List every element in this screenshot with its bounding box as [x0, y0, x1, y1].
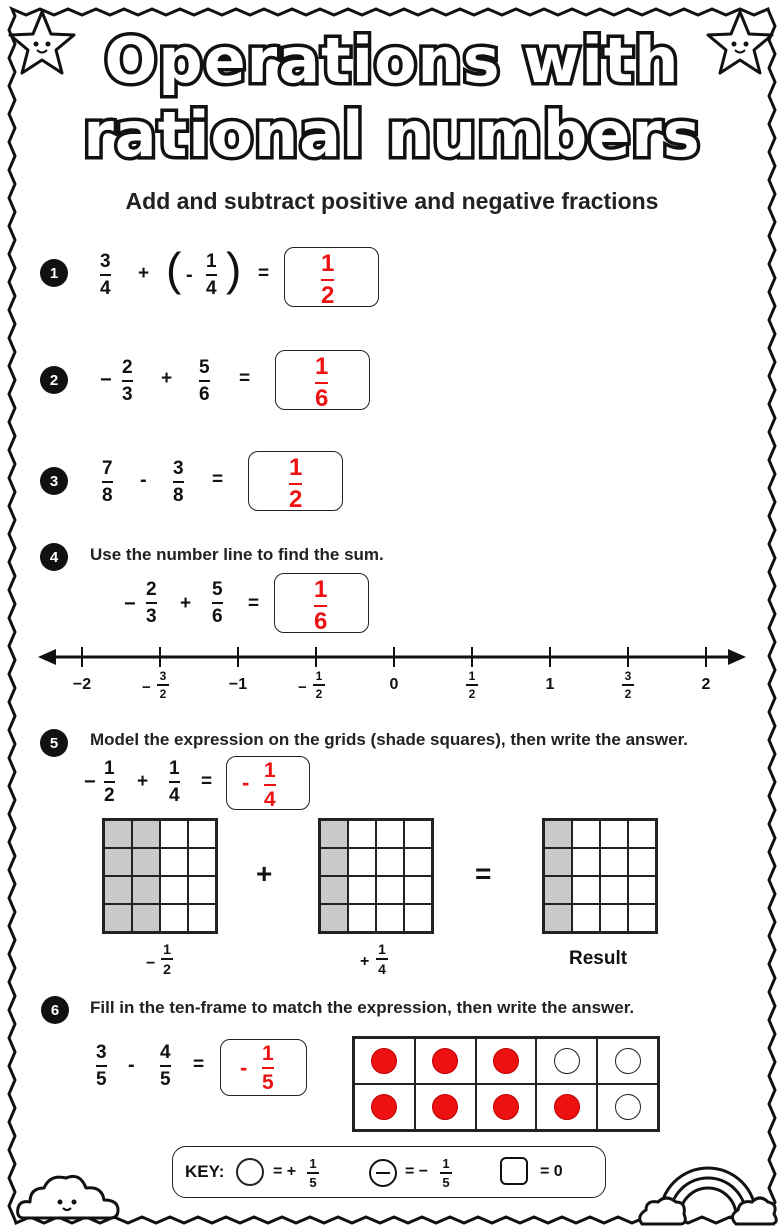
- red-counter-icon: [432, 1048, 458, 1074]
- number-line-label-sign: −: [298, 679, 307, 696]
- plus-sign: +: [161, 368, 173, 389]
- grid-square[interactable]: [572, 904, 600, 932]
- red-counter-icon: [493, 1048, 519, 1074]
- red-counter-icon: [371, 1094, 397, 1120]
- equals-sign: =: [193, 1054, 205, 1075]
- grid-square[interactable]: [404, 904, 432, 932]
- plus-sign: +: [138, 263, 150, 284]
- problem-number-1: 1: [40, 259, 68, 287]
- grid-square-shaded[interactable]: [104, 876, 132, 904]
- grid-square-shaded[interactable]: [132, 820, 160, 848]
- ten-frame-cell[interactable]: [597, 1084, 658, 1130]
- answer-4: 1 6: [314, 576, 328, 635]
- fraction-3-8: 3 8: [173, 458, 184, 506]
- grid-square[interactable]: [572, 820, 600, 848]
- fraction-2-3: 2 3: [122, 357, 133, 405]
- rainbow-icon: [636, 1136, 780, 1228]
- number-line-label: −1: [228, 676, 248, 693]
- number-line: [36, 642, 748, 672]
- grid-square-shaded[interactable]: [132, 904, 160, 932]
- problem-4-instruction: Use the number line to find the sum.: [90, 545, 384, 564]
- negative-sign: −: [124, 593, 136, 615]
- grid-square[interactable]: [628, 820, 656, 848]
- problem-number-2: 2: [40, 366, 68, 394]
- red-counter-icon: [554, 1094, 580, 1120]
- number-line-label-fraction: 3 2: [153, 670, 173, 700]
- grid-square[interactable]: [160, 904, 188, 932]
- fraction-1-4: 1 4: [169, 758, 180, 806]
- grid-plus-sign: +: [256, 858, 273, 889]
- page-subtitle: Add and subtract positive and negative fractions: [125, 188, 659, 214]
- grid-square[interactable]: [376, 848, 404, 876]
- negative-sign: −: [84, 771, 96, 793]
- grid-square[interactable]: [572, 876, 600, 904]
- zero-square-icon: [500, 1157, 528, 1185]
- number-line-label: 1: [545, 676, 555, 693]
- ten-frame[interactable]: [352, 1036, 660, 1132]
- plus-sign: +: [137, 771, 149, 792]
- grid-square[interactable]: [188, 848, 216, 876]
- grid-square[interactable]: [572, 848, 600, 876]
- grid-square[interactable]: [160, 876, 188, 904]
- key-item-1-eq: = +: [273, 1163, 297, 1180]
- grid-square[interactable]: [404, 848, 432, 876]
- grid-square[interactable]: [376, 876, 404, 904]
- grid-square-shaded[interactable]: [104, 904, 132, 932]
- key-item-2-fraction: 1 5: [436, 1157, 456, 1189]
- grid-square-shaded[interactable]: [544, 904, 572, 932]
- grid-square[interactable]: [160, 820, 188, 848]
- equals-sign: =: [248, 593, 260, 614]
- ten-frame-cell[interactable]: [536, 1084, 597, 1130]
- minus-sign: -: [140, 469, 147, 491]
- page-title-line2: rational numbers: [83, 98, 701, 171]
- answer-6-sign: -: [240, 1055, 248, 1080]
- empty-counter-icon: [554, 1048, 580, 1074]
- grid-square[interactable]: [404, 820, 432, 848]
- key-item-2-eq: = −: [405, 1163, 429, 1180]
- grid-square[interactable]: [376, 904, 404, 932]
- equals-sign: =: [201, 771, 213, 792]
- equals-sign: =: [258, 263, 270, 284]
- ten-frame-cell[interactable]: [536, 1038, 597, 1084]
- grid-label-2: 1 4: [372, 942, 392, 976]
- number-line-label: 2: [701, 676, 711, 693]
- grid-square[interactable]: [404, 876, 432, 904]
- fraction-5-6: 5 6: [212, 579, 223, 627]
- negative-sign: -: [186, 264, 193, 286]
- answer-6: 1 5: [262, 1042, 274, 1094]
- ten-frame-cell[interactable]: [415, 1084, 476, 1130]
- ten-frame-cell[interactable]: [476, 1084, 537, 1130]
- number-line-label-fraction: 1 2: [309, 670, 329, 700]
- red-counter-icon: [432, 1094, 458, 1120]
- fraction-3-4: 3 4: [100, 251, 111, 299]
- fraction-grid-2[interactable]: [318, 818, 434, 934]
- number-line-label: −2: [72, 676, 92, 693]
- grid-square-shaded[interactable]: [320, 820, 348, 848]
- grid-square[interactable]: [628, 876, 656, 904]
- ten-frame-cell[interactable]: [354, 1038, 415, 1084]
- open-paren: (: [166, 243, 182, 295]
- grid-square-shaded[interactable]: [104, 848, 132, 876]
- key-item-3-eq: = 0: [540, 1163, 563, 1180]
- negative-counter-icon: [368, 1158, 398, 1188]
- grid-square[interactable]: [348, 820, 376, 848]
- fraction-5-6: 5 6: [199, 357, 210, 405]
- ten-frame-cell[interactable]: [476, 1038, 537, 1084]
- answer-1: 1 2: [321, 250, 335, 309]
- grid-square-shaded[interactable]: [132, 876, 160, 904]
- red-counter-icon: [493, 1094, 519, 1120]
- grid-square[interactable]: [188, 876, 216, 904]
- number-line-label-fraction: 1 2: [462, 670, 482, 700]
- page-title-line1: Operations with: [104, 24, 680, 97]
- negative-sign: −: [100, 369, 112, 391]
- grid-square[interactable]: [600, 820, 628, 848]
- problem-number-4: 4: [40, 543, 68, 571]
- fraction-7-8: 7 8: [102, 458, 113, 506]
- grid-square-shaded[interactable]: [320, 876, 348, 904]
- number-line-label: 0: [389, 676, 399, 693]
- grid-square-shaded[interactable]: [320, 848, 348, 876]
- fraction-3-5: 3 5: [96, 1042, 107, 1090]
- equals-sign: =: [212, 469, 224, 490]
- fraction-grid-result[interactable]: [542, 818, 658, 934]
- fraction-grid-1[interactable]: [102, 818, 218, 934]
- key-item-1-fraction: 1 5: [303, 1157, 323, 1189]
- fraction-1-4: 1 4: [206, 251, 217, 299]
- grid-equals-sign: =: [475, 858, 492, 889]
- grid-label-1-sign: −: [146, 955, 156, 972]
- answer-5: 1 4: [264, 759, 276, 811]
- ten-frame-cell[interactable]: [354, 1084, 415, 1130]
- fraction-2-3: 2 3: [146, 579, 157, 627]
- grid-square[interactable]: [348, 876, 376, 904]
- grid-square-shaded[interactable]: [544, 876, 572, 904]
- problem-number-5: 5: [40, 729, 68, 757]
- grid-label-1: 1 2: [157, 942, 177, 976]
- problem-6-instruction: Fill in the ten-frame to match the expression, then write the answer.: [90, 998, 635, 1017]
- grid-square[interactable]: [188, 820, 216, 848]
- empty-counter-icon: [615, 1048, 641, 1074]
- grid-square-shaded[interactable]: [544, 820, 572, 848]
- grid-square[interactable]: [600, 876, 628, 904]
- cloud-icon-left: [14, 1162, 124, 1224]
- grid-square[interactable]: [600, 848, 628, 876]
- grid-square[interactable]: [160, 848, 188, 876]
- grid-square-shaded[interactable]: [104, 820, 132, 848]
- problem-number-6: 6: [41, 996, 69, 1024]
- answer-2: 1 6: [315, 353, 329, 412]
- grid-square-shaded[interactable]: [320, 904, 348, 932]
- grid-label-2-sign: +: [360, 953, 370, 970]
- problem-5-instruction: Model the expression on the grids (shade squares), then write the answer.: [90, 730, 688, 749]
- plus-sign: +: [180, 593, 192, 614]
- empty-counter-icon: [615, 1094, 641, 1120]
- grid-square[interactable]: [376, 820, 404, 848]
- problem-number-3: 3: [40, 467, 68, 495]
- fraction-1-2: 1 2: [104, 758, 115, 806]
- grid-square-shaded[interactable]: [132, 848, 160, 876]
- grid-square[interactable]: [600, 904, 628, 932]
- number-line-label-sign: −: [142, 679, 151, 696]
- ten-frame-cell[interactable]: [597, 1038, 658, 1084]
- positive-counter-icon: [236, 1158, 264, 1186]
- red-counter-icon: [371, 1048, 397, 1074]
- grid-label-result: Result: [569, 948, 628, 969]
- ten-frame-cell[interactable]: [415, 1038, 476, 1084]
- fraction-4-5: 4 5: [160, 1042, 171, 1090]
- grid-square[interactable]: [188, 904, 216, 932]
- equals-sign: =: [239, 368, 251, 389]
- key-label: KEY:: [185, 1162, 225, 1181]
- close-paren: ): [226, 243, 242, 295]
- grid-square[interactable]: [348, 848, 376, 876]
- grid-square-shaded[interactable]: [544, 848, 572, 876]
- number-line-label-fraction: 3 2: [618, 670, 638, 700]
- minus-sign: -: [128, 1054, 135, 1076]
- grid-square[interactable]: [348, 904, 376, 932]
- grid-square[interactable]: [628, 848, 656, 876]
- grid-square[interactable]: [628, 904, 656, 932]
- answer-5-sign: -: [242, 770, 250, 795]
- answer-3: 1 2: [289, 454, 303, 513]
